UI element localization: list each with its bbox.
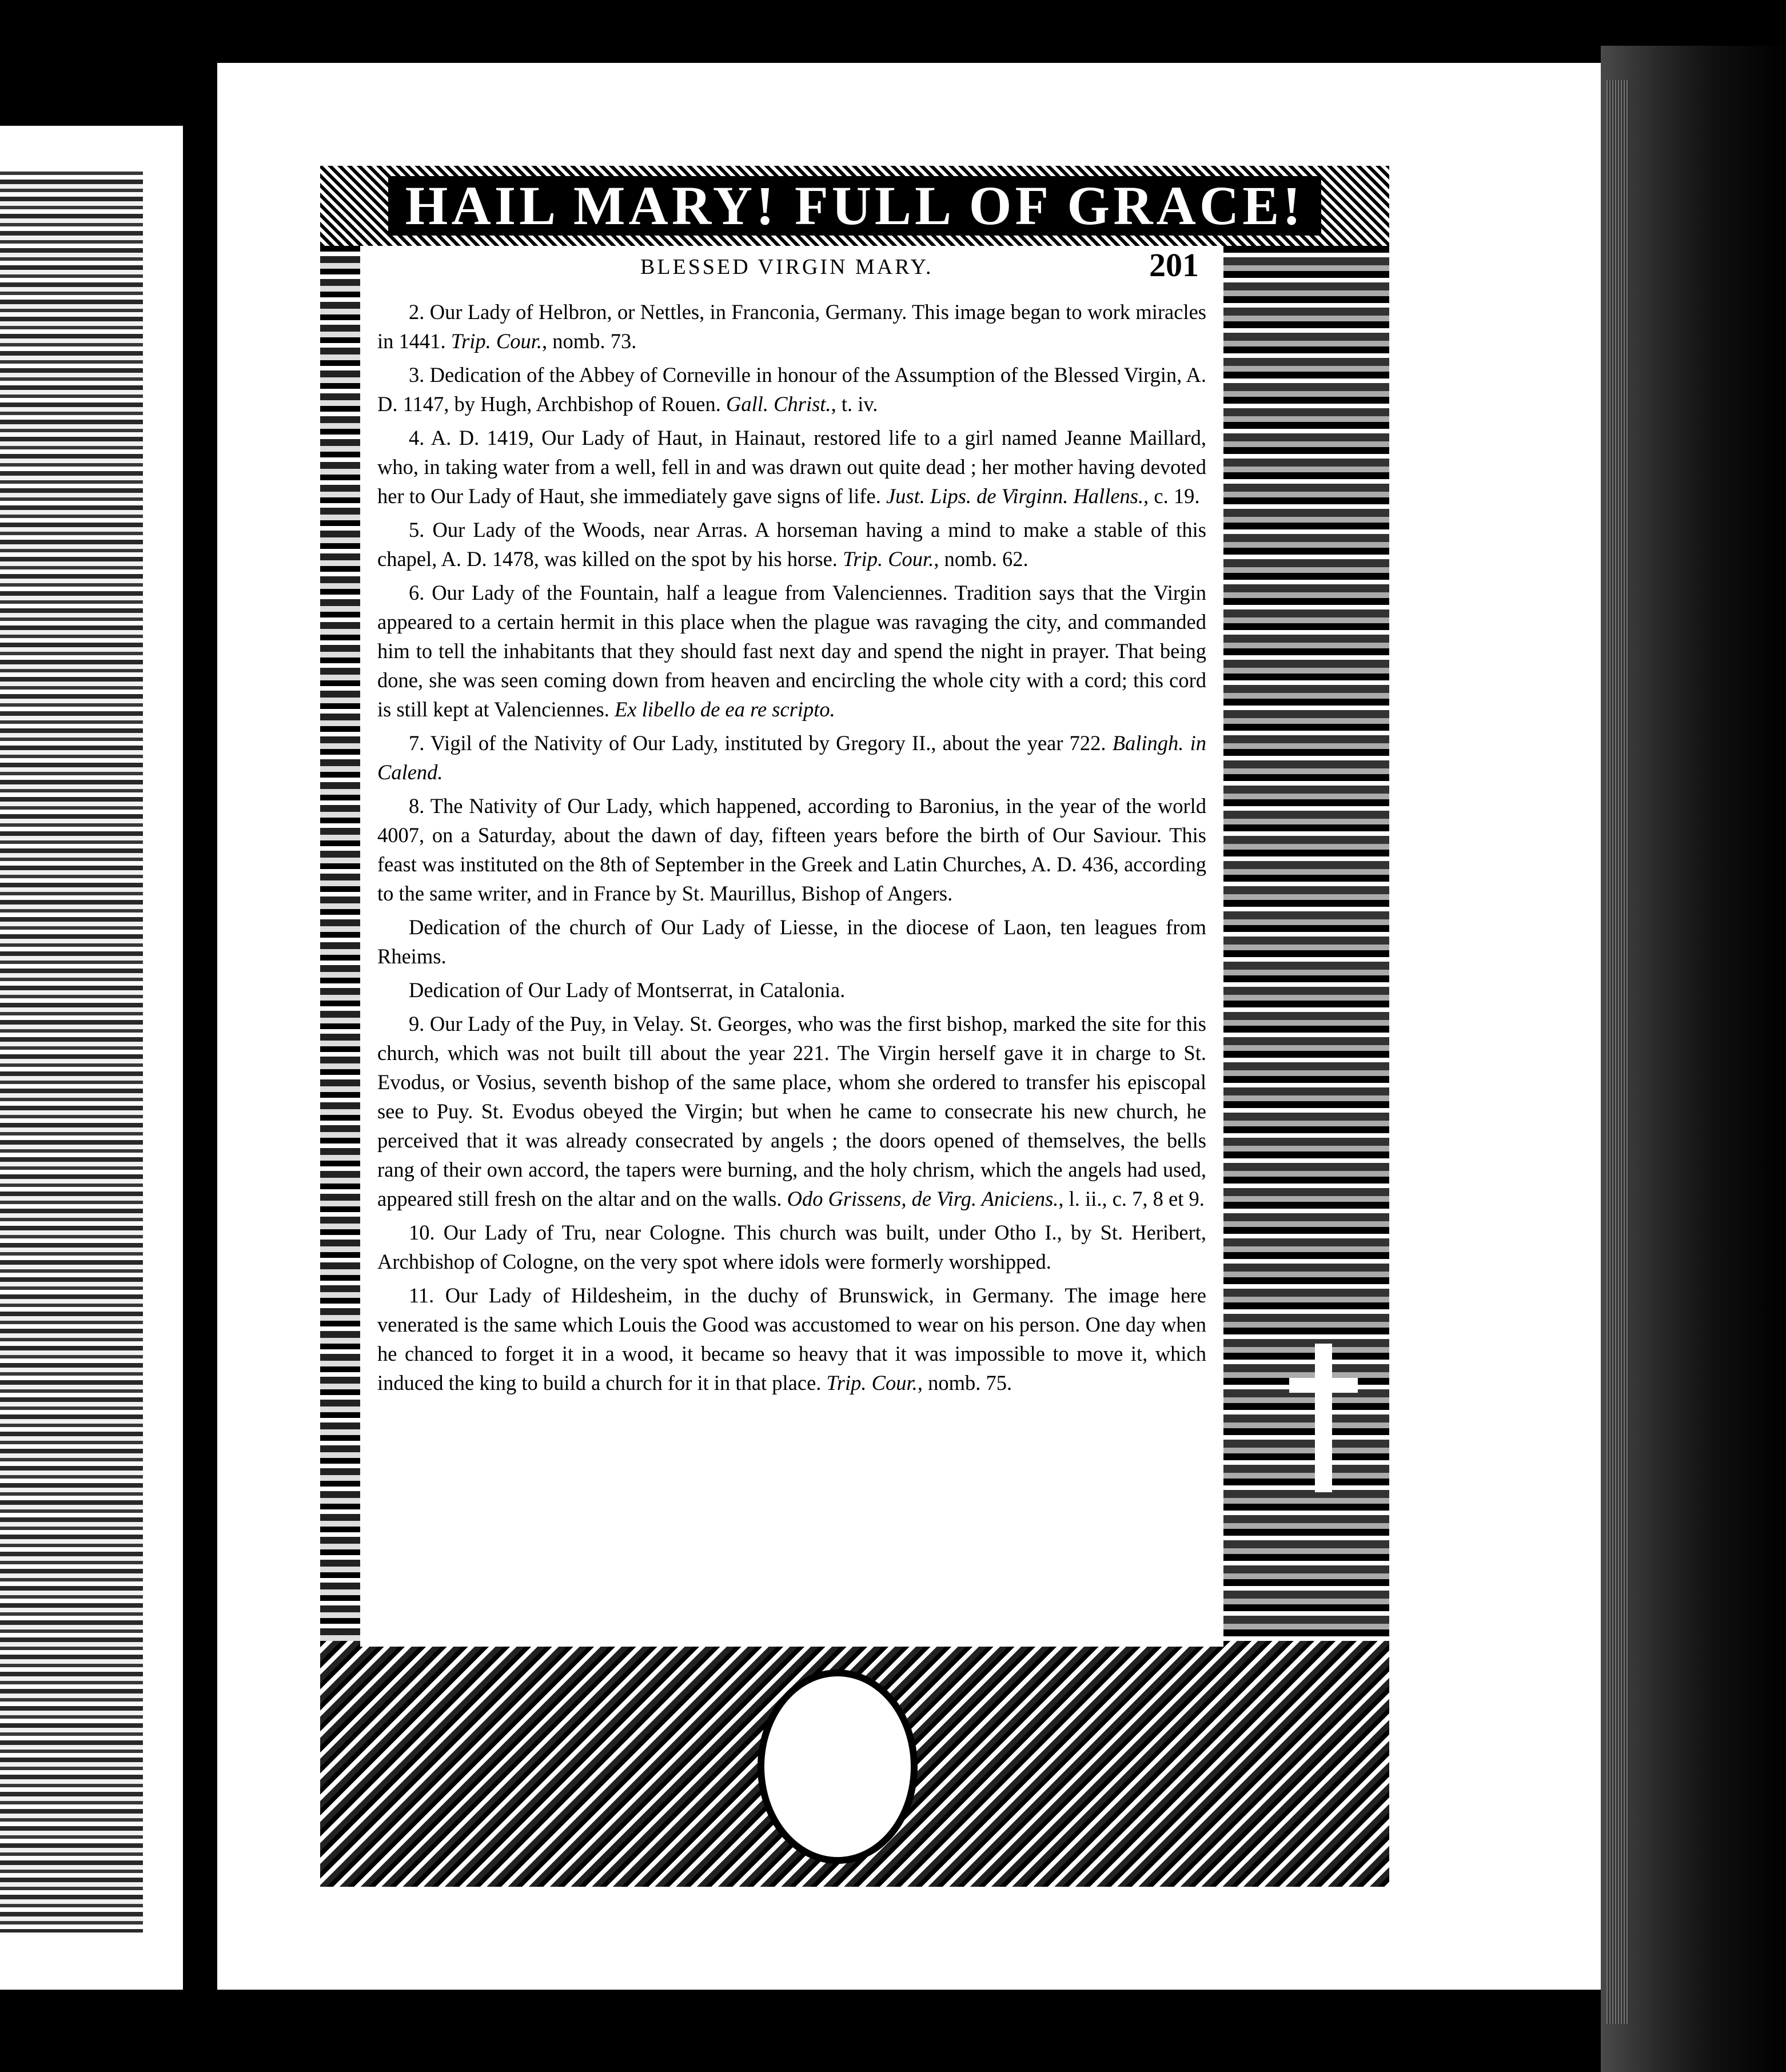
text-body (377, 297, 1206, 1402)
frame-banner (320, 166, 1389, 246)
entry-paragraph: Dedication of Our Lady of Montserrat, in Catalonia. (409, 978, 846, 1002)
entry-paragraph: 9. Our Lady of the Puy, in Velay. St. Georges, who was the first bishop, marked the site for this church, which was not built till about the year 221. The Virgin herself gave it in charge to St. Evodus, or Vosius, seventh bishop of the same place, whom she ordered to transfer his episcopal see to Puy. St. Evodus obeyed the Virgin; but when he came to consecrate his new church, he perceived that it was already consecrated by angels ; the doors opened of themselves, the bells rang of their own accord, the tapers were burning, and the holy chrism, which the angels had used, appeared still fresh on the altar and on the walls. Odo Grissens, de Virg. Aniciens., l. ii., c. 7, 8 et 9. (377, 1012, 1206, 1210)
entry-paragraph: 10. Our Lady of Tru, near Cologne. This church was built, under Otho I., by St. Heribert, Archbishop of Cologne, on the very spot where idols were formerly worshipped. (377, 1221, 1206, 1273)
entry-paragraph: 2. Our Lady of Helbron, or Nettles, in Franconia, Germany. This image began to work miracles in 1441. Trip. Cour., nomb. 73. (377, 300, 1206, 353)
cross-icon (1315, 1344, 1332, 1492)
page-number: 201 (1149, 246, 1199, 284)
entry-paragraph: 3. Dedication of the Abbey of Corneville in honour of the Assumption of the Blessed Virgin, A. D. 1147, by Hugh, Archbishop of Rouen. Gall. Christ., t. iv. (377, 363, 1206, 416)
entry-paragraph: 4. A. D. 1419, Our Lady of Haut, in Hainaut, restored life to a girl named Jeanne Maillard, who, in taking water from a well, fell in and was drawn out quite dead ; her mother having devoted her to Our Lady of Haut, she immediately gave signs of life. Just. Lips. de Virginn. Hallens., c. 19. (377, 426, 1206, 508)
entry-paragraph: 6. Our Lady of the Fountain, half a league from Valenciennes. Tradition says that the Virgin appeared to a certain hermit in this place when the plague was ravaging the city, and commanded him to tell the inhabitants that they should fast next day and spend the night in prayer. That being done, she was seen coming down from heaven and encircling the whole city with a cord; this cord is still kept at Valenciennes. Ex libello de ea re scripto. (377, 581, 1206, 721)
left-page-ornamental-border (0, 172, 143, 1932)
madonna-medallion (758, 1669, 918, 1864)
entry-paragraph: 5. Our Lady of the Woods, near Arras. A horseman having a mind to make a stable of this chapel, A. D. 1478, was killed on the spot by his horse. Trip. Cour., nomb. 62. (377, 518, 1206, 571)
book-gutter (183, 34, 217, 2047)
banner-title: HAIL MARY! FULL OF GRACE! (388, 176, 1321, 236)
running-head: BLESSED VIRGIN MARY. (640, 255, 934, 279)
entry-paragraph: 11. Our Lady of Hildesheim, in the duchy of Brunswick, in Germany. The image here venerated is the same which Louis the Good was accustomed to wear on his person. One day when he chanced to forget it in a wood, it became so heavy that it was impossible to move it, which induced the king to build a church for it in that place. Trip. Cour., nomb. 75. (377, 1284, 1206, 1394)
entry-paragraph: 7. Vigil of the Nativity of Our Lady, instituted by Gregory II., about the year 722. Balingh. in Calend. (377, 731, 1206, 784)
stacked-page-edges (1606, 80, 1629, 2024)
frame-right-illustration (1223, 246, 1389, 1641)
entry-paragraph: Dedication of the church of Our Lady of Liesse, in the diocese of Laon, ten leagues from Rheims. (377, 915, 1206, 968)
entry-paragraph: 8. The Nativity of Our Lady, which happened, according to Baronius, in the year of the world 4007, on a Saturday, about the dawn of day, fifteen years before the birth of Our Saviour. This feast was instituted on the 8th of September in the Greek and Latin Churches, A. D. 436, according to the same writer, and in France by St. Maurillus, Bishop of Angers. (377, 794, 1206, 905)
